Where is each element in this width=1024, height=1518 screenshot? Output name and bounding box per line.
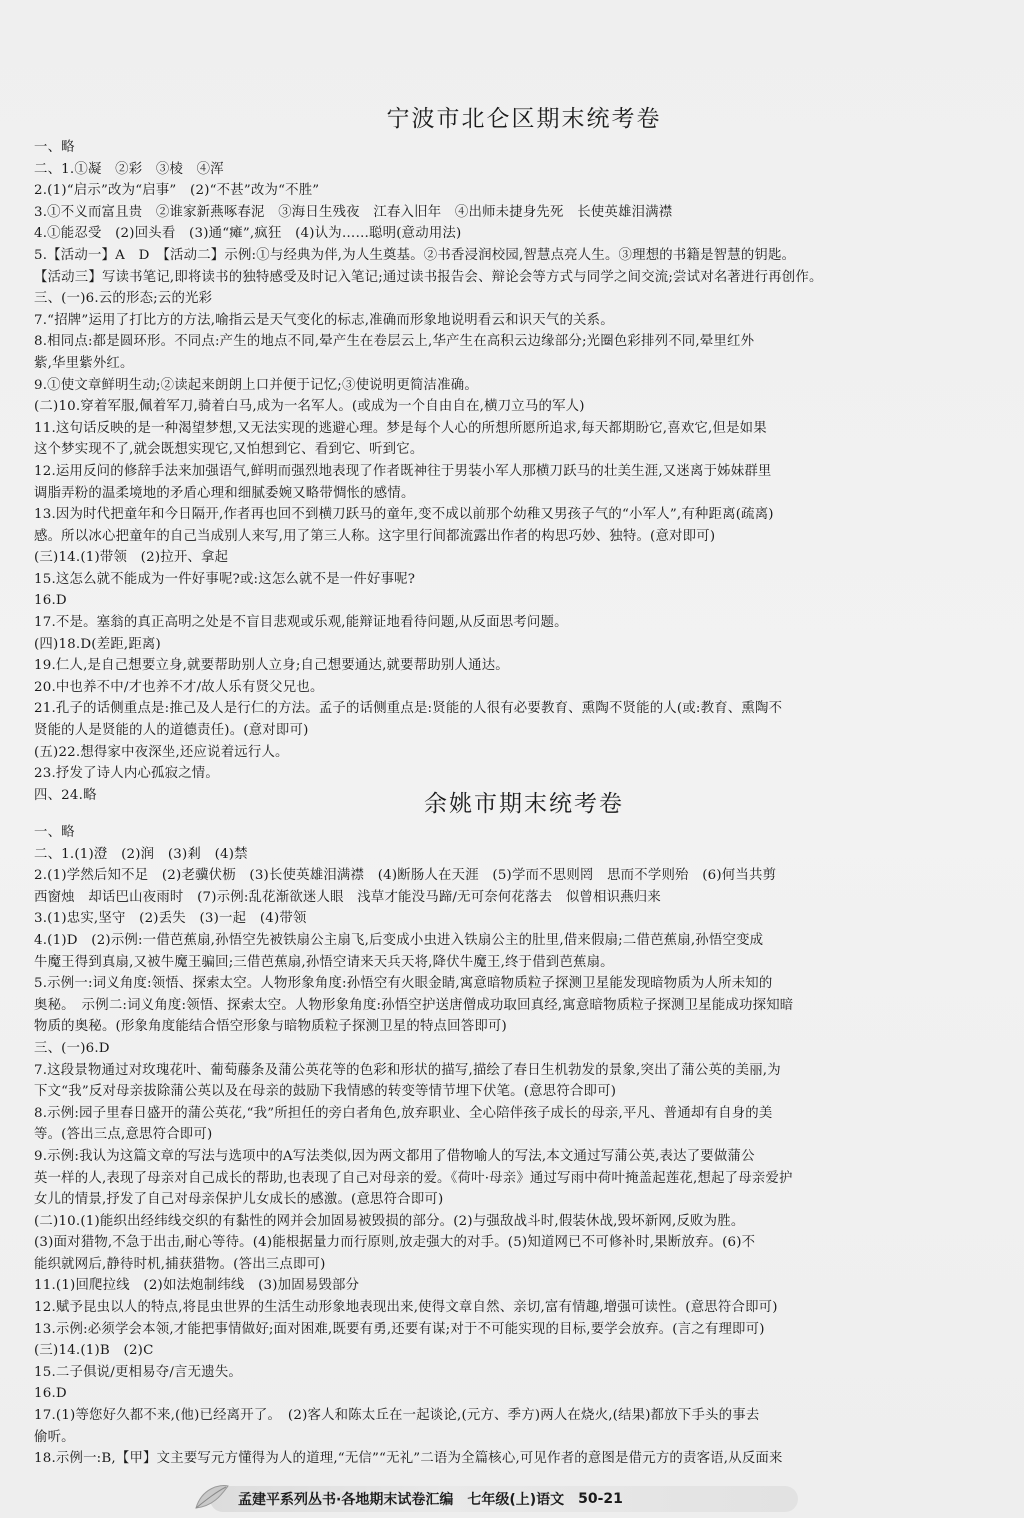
- footer-page-number: 50-21: [578, 1491, 623, 1507]
- answer-line: 物质的奥秘。(形象角度能结合悟空形象与暗物质粒子探测卫星的特点回答即可): [34, 1019, 507, 1035]
- footer-grade: 七年级(上)语文: [467, 1492, 565, 1508]
- answer-line: 19.仁人,是自己想要立身,就要帮助别人立身;自己想要通达,就要帮助别人通达。: [34, 658, 509, 674]
- answer-line: 11.这句话反映的是一种渴望梦想,又无法实现的逃避心理。梦是每个人心的所想所愿所追求,每天都期盼它,喜欢它,但是如果: [34, 420, 767, 436]
- answer-line: 英一样的人,表现了母亲对自己成长的帮助,也表现了自己对母亲的爱。《荷叶·母亲》通过写雨中荷叶掩盖起莲花,想起了母亲爱护: [34, 1170, 793, 1186]
- answer-line: 四、24.略: [34, 787, 97, 803]
- answer-line: 16.D: [34, 1386, 67, 1402]
- answer-line: 偷听。: [34, 1429, 75, 1445]
- answer-line: 17.不是。塞翁的真正高明之处是不盲目悲观或乐观,能辩证地看待问题,从反面思考问题。: [34, 615, 568, 631]
- answer-line: 16.D: [34, 593, 67, 609]
- answer-line: 奥秘。 示例二:词义角度:领悟、探索太空。人物形象角度:孙悟空护送唐僧成功取回真经,寓意暗物质粒子探测卫星能成功探知暗: [34, 997, 794, 1013]
- answer-line: 13.示例:必须学会本领,才能把事情做好;面对困难,既要有勇,还要有谋;对于不可能实现的目标,要学会放弃。(言之有理即可): [34, 1321, 765, 1337]
- answer-line: 15.这怎么就不能成为一件好事呢?或:这怎么就不是一件好事呢?: [34, 571, 416, 587]
- answer-line: 12.运用反问的修辞手法来加强语气,鲜明而强烈地表现了作者既神往于男装小军人那横刀跃马的壮美生涯,又迷离于姊妹群里: [34, 463, 772, 479]
- answer-line: 调脂弄粉的温柔境地的矛盾心理和细腻委婉又略带惆怅的感情。: [34, 485, 415, 501]
- answer-line: 三、(一)6.云的形态;云的光彩: [34, 291, 213, 307]
- answer-line: 三、(一)6.D: [34, 1040, 110, 1056]
- answer-line: 二、1.(1)澄 (2)润 (3)剎 (4)禁: [34, 846, 248, 862]
- answer-line: 13.因为时代把童年和今日隔开,作者再也回不到横刀跃马的童年,变不成以前那个幼稚又男孩子气的“小军人”,有种距离(疏离): [34, 507, 774, 523]
- answer-line: 这个梦实现不了,就会既想实现它,又怕想到它、看到它、听到它。: [34, 442, 424, 458]
- answer-line: 2.(1)学然后知不足 (2)老骥伏枥 (3)长使英雄泪满襟 (4)断肠人在天涯 (5)学而不思则罔 思而不学则殆 (6)何当共剪: [34, 868, 777, 884]
- answer-line: 23.抒发了诗人内心孤寂之情。: [34, 766, 219, 782]
- section-title: 余姚市期末统考卷: [424, 791, 624, 817]
- answer-line: 一、略: [34, 825, 75, 840]
- answer-line: 17.(1)等您好久都不来,(他)已经离开了。 (2)客人和陈太丘在一起谈论,(元方、季方)两人在烧火,(结果)都放下手头的事去: [34, 1408, 760, 1424]
- answer-line: 8.相同点:都是圆环形。不同点:产生的地点不同,晕产生在卷层云上,华产生在高积云边缘部分;光圈色彩排列不同,晕里红外: [34, 334, 755, 350]
- answer-line: 【活动三】写读书笔记,即将读书的独特感受及时记入笔记;通过读书报告会、辩论会等方式与同学之间交流;尝试对名著进行再创作。: [34, 269, 823, 285]
- answer-line: 7.“招牌”运用了打比方的方法,喻指云是天气变化的标志,准确而形象地说明看云和识天气的关系。: [34, 312, 614, 328]
- answer-lines: [34, 137, 974, 806]
- answer-line: (三)14.(1)B (2)C: [34, 1343, 154, 1359]
- answer-line: 牛魔王得到真扇,又被牛魔王骗回;三借芭蕉扇,孙悟空请来天兵天将,降伏牛魔王,终于借到芭蕉扇。: [34, 954, 614, 970]
- answer-line: 2.(1)“启示”改为“启事” (2)“不甚”改为“不胜”: [34, 183, 320, 199]
- answer-line: 8.示例:园子里春日盛开的蒲公英花,“我”所担任的旁白者角色,放弃职业、全心陪伴孩子成长的母亲,平凡、普通却有自身的美: [34, 1105, 773, 1121]
- answer-line: (四)18.D(差距,距离): [34, 636, 161, 652]
- answer-line: 11.(1)回爬拉线 (2)如法炮制纬线 (3)加固易毁部分: [34, 1278, 360, 1294]
- answer-line: 等。(答出三点,意思符合即可): [34, 1127, 213, 1143]
- answer-line: (二)10.(1)能织出经纬线交织的有黏性的网并会加固易被毁损的部分。(2)与强敌战斗时,假装休战,毁坏新网,反败为胜。: [34, 1213, 745, 1229]
- page-footer: [210, 1486, 798, 1512]
- answer-line: (二)10.穿着军服,佩着军刀,骑着白马,成为一名军人。(或成为一个自由自在,横刀立马的军人): [34, 399, 585, 415]
- section-yuyao: [34, 785, 974, 1470]
- answer-line: (三)14.(1)带领 (2)拉开、拿起: [34, 550, 229, 566]
- answer-line: (五)22.想得家中夜深坐,还应说着远行人。: [34, 744, 289, 760]
- answer-lines: [34, 822, 974, 1470]
- answer-line: 3.(1)忠实,坚守 (2)丢失 (3)一起 (4)带领: [34, 911, 307, 927]
- answer-line: 感。所以冰心把童年的自己当成别人来写,用了第三人称。这字里行间都流露出作者的构思巧妙、独特。(意对即可): [34, 528, 716, 544]
- answer-line: 9.①使文章鲜明生动;②读起来朗朗上口并便于记忆;③使说明更简洁准确。: [34, 377, 478, 393]
- footer-series: 孟建平系列丛书·各地期末试卷汇编: [238, 1492, 454, 1508]
- answer-line: 紫,华里紫外红。: [34, 355, 134, 371]
- answer-line: 15.二子俱说/更相易夺/言无遗失。: [34, 1364, 242, 1380]
- answer-line: 女儿的情景,抒发了自己对母亲保护儿女成长的感激。(意思符合即可): [34, 1192, 444, 1208]
- answer-line: 4.①能忍受 (2)回头看 (3)通“瘫”,疯狂 (4)认为……聪明(意动用法): [34, 226, 462, 242]
- answer-line: 能织就网后,静待时机,捕获猎物。(答出三点即可): [34, 1256, 326, 1272]
- answer-line: 二、1.①凝 ②彩 ③棱 ④浑: [34, 161, 224, 177]
- answer-line: 3.①不义而富且贵 ②谁家新燕啄春泥 ③海日生残夜 江春入旧年 ④出师未捷身先死 长使英雄泪满襟: [34, 204, 673, 220]
- answer-line: 20.中也养不中/才也养不才/故人乐有贤父兄也。: [34, 679, 324, 695]
- answer-line: 4.(1)D (2)示例:一借芭蕉扇,孙悟空先被铁扇公主扇飞,后变成小虫进入铁扇公主的肚里,借来假扇;二借芭蕉扇,孙悟空变成: [34, 932, 764, 948]
- answer-line: 5.【活动一】A D 【活动二】示例:①与经典为伴,为人生奠基。②书香浸润校园,智慧点亮人生。③理想的书籍是智慧的钥匙。: [34, 247, 796, 263]
- answer-line: 21.孔子的话侧重点是:推己及人是行仁的方法。孟子的话侧重点是:贤能的人很有必要教育、熏陶不贤能的人(或:教育、熏陶不: [34, 701, 783, 717]
- answer-line: 一、略: [34, 140, 75, 155]
- answer-line: 18.示例一:B,【甲】文主要写元方懂得为人的道理,“无信”“无礼”二语为全篇核心,可见作者的意图是借元方的责客语,从反面来: [34, 1451, 783, 1467]
- answer-line: (3)面对猎物,不急于出击,耐心等待。(4)能根据量力而行原则,放走强大的对手。(5)知道网已不可修补时,果断放弃。(6)不: [34, 1235, 756, 1251]
- answer-line: 9.示例:我认为这篇文章的写法与选项中的A写法类似,因为两文都用了借物喻人的写法,本文通过写蒲公英,表达了要做蒲公: [34, 1148, 755, 1164]
- answer-line: 下文“我”反对母亲拔除蒲公英以及在母亲的鼓励下我情感的转变等情节埋下伏笔。(意思符合即可): [34, 1084, 617, 1100]
- section-beilun: [34, 100, 974, 806]
- answer-line: 12.赋予昆虫以人的特点,将昆虫世界的生活生动形象地表现出来,使得文章自然、亲切,富有情趣,增强可读性。(意思符合即可): [34, 1300, 778, 1316]
- leaf-icon: [192, 1480, 232, 1514]
- answer-line: 7.这段景物通过对玫瑰花叶、葡萄藤条及蒲公英花等的色彩和形状的描写,描绘了春日生机勃发的景象,突出了蒲公英的美丽,为: [34, 1062, 781, 1078]
- section-title: 宁波市北仑区期末统考卷: [386, 106, 662, 132]
- answer-line: 西窗烛 却话巴山夜雨时 (7)示例:乱花渐欲迷人眼 浅草才能没马蹄/无可奈何花落去 似曾相识燕归来: [34, 889, 661, 905]
- answer-line: 5.示例一:词义角度:领悟、探索太空。人物形象角度:孙悟空有火眼金睛,寓意暗物质粒子探测卫星能发现暗物质为人所未知的: [34, 976, 773, 992]
- answer-line: 贤能的人是贤能的人的道德责任)。(意对即可): [34, 723, 309, 739]
